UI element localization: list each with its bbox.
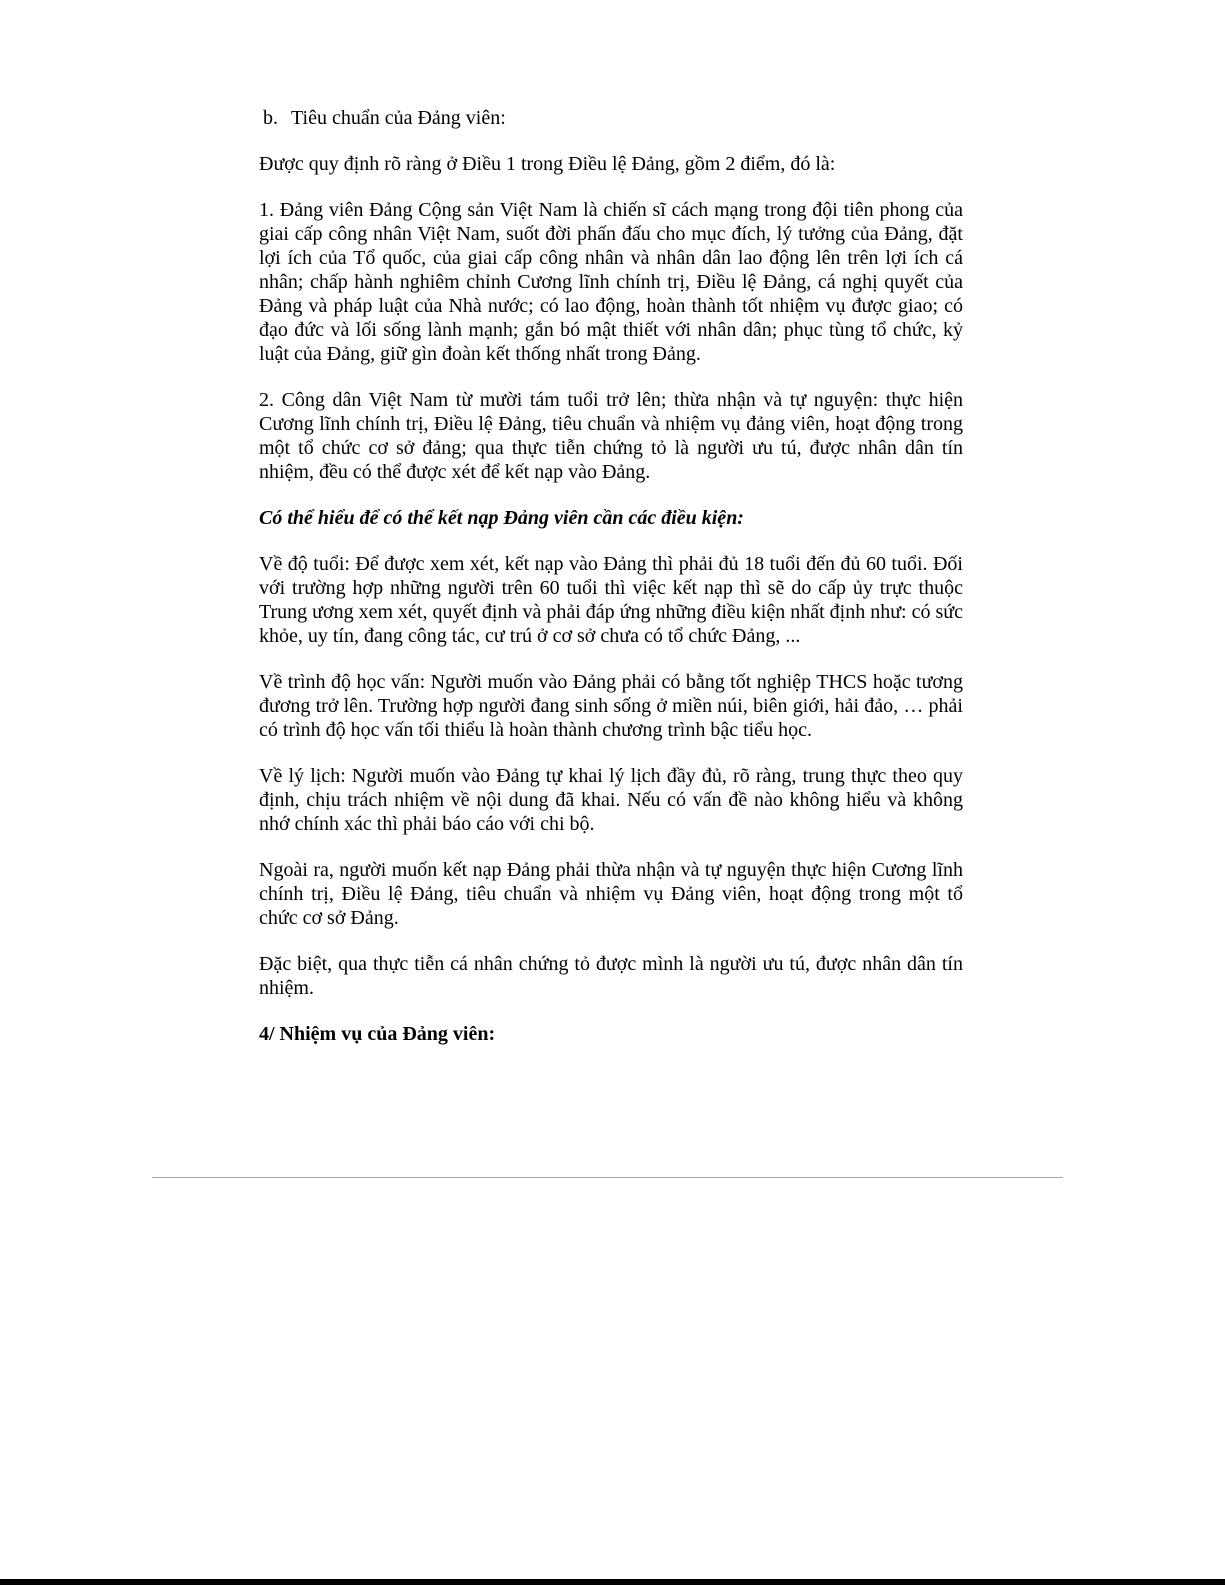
additionally-paragraph: Ngoài ra, người muốn kết nạp Đảng phải thừa nhận và tự nguyện thực hiện Cương lĩnh chính trị, Điều lệ Đảng, tiêu chuẩn và nhiệm vụ Đảng viên, hoạt động trong một tổ chức cơ sở Đảng. bbox=[259, 859, 963, 929]
subheading-b-text: Tiêu chuẩn của Đảng viên: bbox=[291, 107, 506, 129]
conditions-heading: Có thể hiểu để có thể kết nạp Đảng viên cần các điều kiện: bbox=[259, 507, 744, 529]
subheading-b bbox=[263, 106, 963, 130]
document-page bbox=[259, 106, 963, 1068]
page-bottom-edge bbox=[0, 1579, 1225, 1585]
list-marker: b. bbox=[263, 107, 278, 129]
age-paragraph: Về độ tuổi: Để được xem xét, kết nạp vào Đảng thì phải đủ 18 tuổi đến đủ 60 tuổi. Đối với trường hợp những người trên 60 tuổi thì việc kết nạp thì sẽ do cấp ủy trực thuộc Trung ương xem xét, quyết định và phải đáp ứng những điều kiện nhất định như: có sức khỏe, uy tín, đang công tác, cư trú ở cơ sở chưa có tổ chức Đảng, ... bbox=[259, 553, 963, 647]
point-1-paragraph: 1. Đảng viên Đảng Cộng sản Việt Nam là chiến sĩ cách mạng trong đội tiên phong của giai cấp công nhân Việt Nam, suốt đời phấn đấu cho mục đích, lý tưởng của Đảng, đặt lợi ích của Tổ quốc, của giai cấp công nhân và nhân dân lao động lên trên lợi ích cá nhân; chấp hành nghiêm chỉnh Cương lĩnh chính trị, Điều lệ Đảng, cá nghị quyết của Đảng và pháp luật của Nhà nước; có lao động, hoàn thành tốt nhiệm vụ được giao; có đạo đức và lối sống lành mạnh; gắn bó mật thiết với nhân dân; phục tùng tổ chức, kỷ luật của Đảng, giữ gìn đoàn kết thống nhất trong Đảng. bbox=[259, 199, 963, 365]
section-4-heading: 4/ Nhiệm vụ của Đảng viên: bbox=[259, 1023, 496, 1045]
especially-paragraph: Đặc biệt, qua thực tiễn cá nhân chứng tỏ được mình là người ưu tú, được nhân dân tín nhiệm. bbox=[259, 953, 963, 999]
point-2-paragraph: 2. Công dân Việt Nam từ mười tám tuổi trở lên; thừa nhận và tự nguyện: thực hiện Cương lĩnh chính trị, Điều lệ Đảng, tiêu chuẩn và nhiệm vụ đảng viên, hoạt động trong một tổ chức cơ sở đảng; qua thực tiễn chứng tỏ là người ưu tú, được nhân dân tín nhiệm, đều có thể được xét để kết nạp vào Đảng. bbox=[259, 389, 963, 483]
background-paragraph: Về lý lịch: Người muốn vào Đảng tự khai lý lịch đầy đủ, rõ ràng, trung thực theo quy định, chịu trách nhiệm về nội dung đã khai. Nếu có vấn đề nào không hiểu và không nhớ chính xác thì phải báo cáo với chi bộ. bbox=[259, 765, 963, 835]
intro-paragraph: Được quy định rõ ràng ở Điều 1 trong Điều lệ Đảng, gồm 2 điểm, đó là: bbox=[259, 153, 836, 175]
page-divider bbox=[152, 1177, 1063, 1178]
education-paragraph: Về trình độ học vấn: Người muốn vào Đảng phải có bằng tốt nghiệp THCS hoặc tương đương trở lên. Trường hợp người đang sinh sống ở miền núi, biên giới, hải đảo, … phải có trình độ học vấn tối thiểu là hoàn thành chương trình bậc tiểu học. bbox=[259, 671, 963, 741]
